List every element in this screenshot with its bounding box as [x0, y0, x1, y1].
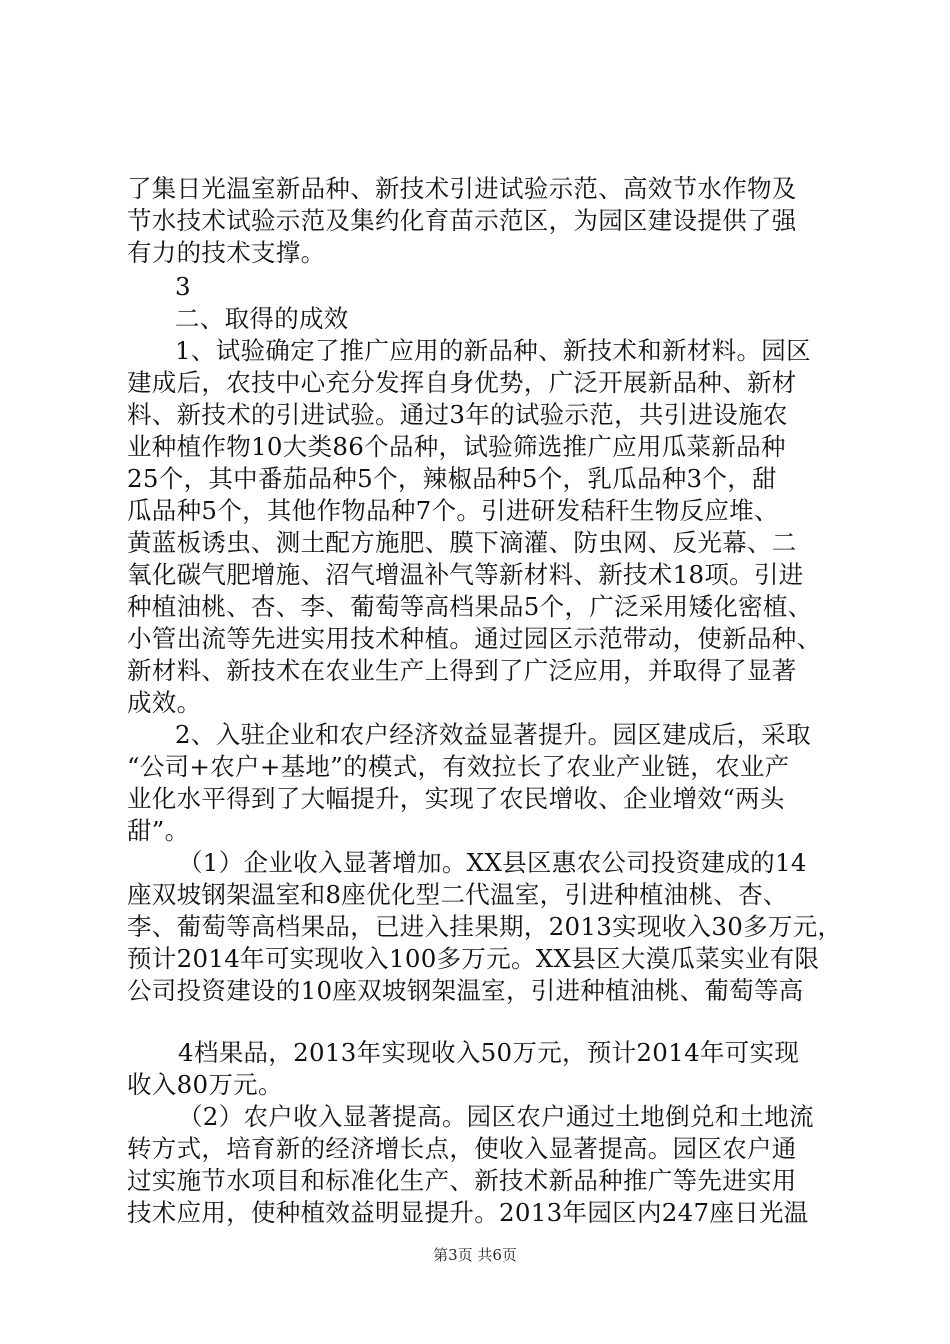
body-text-line: 甜”。 — [127, 816, 190, 845]
body-text-line: 收入80万元。 — [127, 1070, 283, 1099]
body-text-line: 成效。 — [127, 688, 202, 717]
paragraph-heading: 1、试验确定了推广应用的新品种、新技术和新材料。园区 — [175, 336, 811, 365]
section-heading: 二、取得的成效 — [175, 304, 349, 333]
body-text-line: 有力的技术支撑。 — [127, 238, 326, 267]
body-text-line: 新材料、新技术在农业生产上得到了广泛应用，并取得了显著 — [127, 656, 797, 685]
body-text-line: 种植油桃、杏、李、葡萄等高档果品5个，广泛采用矮化密植、 — [127, 592, 813, 621]
body-text-line: 预计2014年可实现收入100多万元。XX县区大漠瓜菜实业有限 — [127, 944, 820, 973]
body-text-line: 节水技术试验示范及集约化育苗示范区，为园区建设提供了强 — [127, 206, 797, 235]
body-text-line: 座双坡钢架温室和8座优化型二代温室，引进种植油桃、杏、 — [127, 880, 788, 909]
body-text-line: 建成后，农技中心充分发挥自身优势，广泛开展新品种、新材 — [127, 368, 797, 397]
sub-paragraph-heading: （2）农户收入显著提高。园区农户通过土地倒兑和土地流 — [178, 1102, 814, 1131]
body-text-line: 4档果品，2013年实现收入50万元，预计2014年可实现 — [178, 1038, 800, 1067]
paragraph-heading: 2、入驻企业和农户经济效益显著提升。园区建成后，采取 — [175, 720, 811, 749]
body-text-line: 过实施节水项目和标准化生产、新技术新品种推广等先进实用 — [127, 1166, 797, 1195]
body-text-line: 小管出流等先进实用技术种植。通过园区示范带动，使新品种、 — [127, 624, 822, 653]
page-number-marker: 3 — [175, 272, 191, 301]
body-text-line: 技术应用，使种植效益明显提升。2013年园区内247座日光温 — [127, 1198, 809, 1227]
body-text-line: 李、葡萄等高档果品，已进入挂果期，2013实现收入30多万元， — [127, 912, 843, 941]
body-text-line: 转方式，培育新的经济增长点，使收入显著提高。园区农户通 — [127, 1134, 797, 1163]
body-text-line: “公司+农户+基地”的模式，有效拉长了农业产业链，农业产 — [127, 752, 790, 781]
body-text-line: 黄蓝板诱虫、测土配方施肥、膜下滴灌、防虫网、反光幕、二 — [127, 528, 797, 557]
body-text-line: 氧化碳气肥增施、沼气增温补气等新材料、新技术18项。引进 — [127, 560, 804, 589]
body-text-line: 了集日光温室新品种、新技术引进试验示范、高效节水作物及 — [127, 174, 797, 203]
body-text-line: 瓜品种5个，其他作物品种7个。引进研发秸秆生物反应堆、 — [127, 496, 779, 525]
body-text-line: 料、新技术的引进试验。通过3年的试验示范，共引进设施农 — [127, 400, 788, 429]
sub-paragraph-heading: （1）企业收入显著增加。XX县区惠农公司投资建成的14 — [178, 848, 807, 877]
body-text-line: 业化水平得到了大幅提升，实现了农民增收、企业增效“两头 — [127, 784, 785, 813]
body-text-line: 25个，其中番茄品种5个，辣椒品种5个，乳瓜品种3个，甜 — [127, 464, 777, 493]
body-text-line: 业种植作物10大类86个品种，试验筛选推广应用瓜菜新品种 — [127, 432, 786, 461]
page-footer: 第3页 共6页 — [433, 1246, 517, 1264]
body-text-line: 公司投资建设的10座双坡钢架温室，引进种植油桃、葡萄等高 — [127, 976, 804, 1005]
